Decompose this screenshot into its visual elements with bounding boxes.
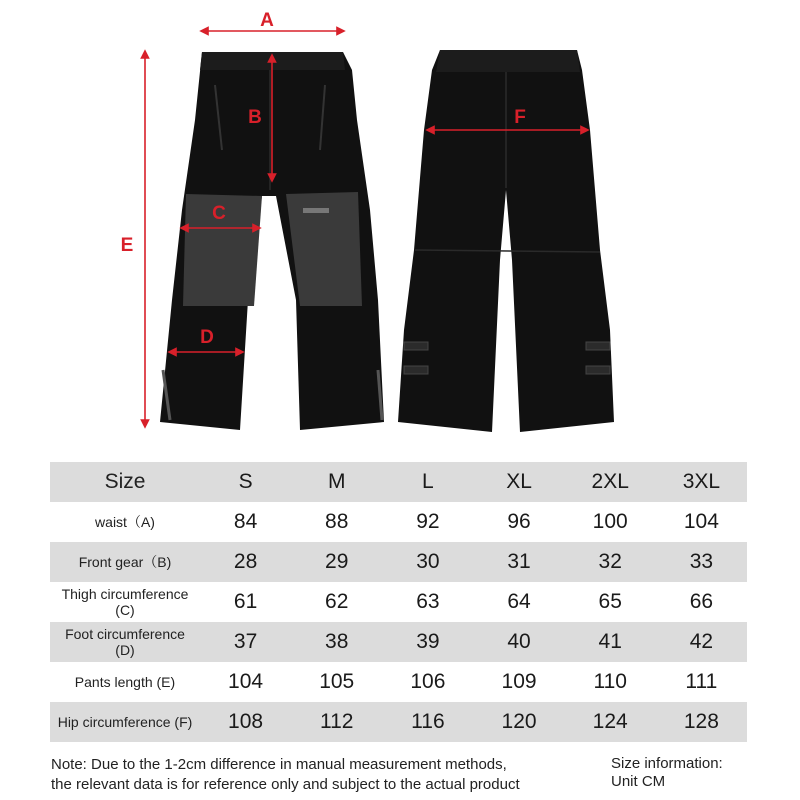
- table-cell: 88: [325, 510, 349, 533]
- table-cell: 92: [416, 510, 440, 533]
- table-cell: 33: [656, 542, 747, 582]
- size-header-s: S: [200, 462, 291, 502]
- table-cell: 100: [592, 510, 628, 533]
- table-cell: 120: [473, 702, 564, 742]
- table-cell: 96: [507, 510, 531, 533]
- table-row-hip: [50, 702, 747, 742]
- size-header-2xl: 2XL: [565, 462, 656, 502]
- table-cell: 106: [410, 670, 446, 693]
- note-line-2: the relevant data is for reference only and subject to the actual product: [51, 776, 520, 793]
- size-column-header: Size: [50, 462, 200, 502]
- table-cell: 39: [382, 622, 473, 662]
- table-cell: 42: [656, 622, 747, 662]
- table-cell: 61: [233, 590, 258, 613]
- table-cell: 124: [565, 702, 656, 742]
- table-cell: 37: [200, 622, 291, 662]
- table-cell: 116: [382, 702, 473, 742]
- measurement-note: [51, 755, 520, 795]
- table-cell: 104: [683, 510, 719, 533]
- table-cell: 104: [228, 670, 264, 693]
- size-header-xl: XL: [473, 462, 564, 502]
- logo-patch: [303, 208, 329, 213]
- row-label: waist（A): [95, 514, 155, 530]
- row-label: Pants length (E): [74, 674, 176, 690]
- measure-label-a: A: [260, 10, 274, 31]
- unit-info: [611, 755, 723, 791]
- table-cell: 66: [689, 590, 714, 613]
- size-chart-table: [50, 462, 747, 742]
- table-row-pants-length: [50, 662, 747, 702]
- table-cell: 109: [501, 670, 537, 693]
- table-cell: 62: [325, 590, 349, 613]
- table-cell: 128: [656, 702, 747, 742]
- table-cell: 84: [233, 510, 258, 533]
- row-label: Front gear（B): [50, 542, 200, 582]
- table-cell: 65: [598, 590, 622, 613]
- unit-info-line-2: Unit CM: [611, 773, 666, 790]
- measure-label-b: B: [248, 107, 262, 128]
- table-cell: 31: [473, 542, 564, 582]
- back-pants-illustration: [398, 50, 614, 432]
- size-header-m: M: [291, 462, 382, 502]
- table-row-foot: [50, 622, 747, 662]
- table-cell: 63: [416, 590, 440, 613]
- table-cell: 32: [565, 542, 656, 582]
- measure-label-f: F: [514, 107, 526, 128]
- size-header-3xl: 3XL: [656, 462, 747, 502]
- measure-label-c: C: [212, 203, 226, 224]
- table-cell: 64: [507, 590, 531, 613]
- table-cell: 28: [200, 542, 291, 582]
- table-cell: 29: [291, 542, 382, 582]
- table-cell: 40: [473, 622, 564, 662]
- note-line-1: Note: Due to the 1-2cm difference in manual measurement methods,: [51, 756, 507, 773]
- table-row-thigh: [50, 582, 747, 622]
- table-header-row: [50, 462, 747, 502]
- size-header-l: L: [382, 462, 473, 502]
- table-cell: 38: [291, 622, 382, 662]
- table-cell: 105: [319, 670, 355, 693]
- table-cell: 111: [685, 670, 718, 693]
- row-label: Foot circumference (D): [50, 622, 200, 662]
- table-cell: 110: [593, 670, 627, 693]
- measure-label-d: D: [200, 327, 214, 348]
- table-row-waist: [50, 502, 747, 542]
- table-row-front-gear: [50, 542, 747, 582]
- row-label: Hip circumference (F): [50, 702, 200, 742]
- table-cell: 112: [291, 702, 382, 742]
- unit-info-line-1: Size information:: [611, 755, 723, 772]
- table-cell: 41: [565, 622, 656, 662]
- measure-label-e: E: [120, 235, 134, 256]
- table-cell: 108: [200, 702, 291, 742]
- row-label: Thigh circumference (C): [61, 586, 189, 618]
- table-cell: 30: [382, 542, 473, 582]
